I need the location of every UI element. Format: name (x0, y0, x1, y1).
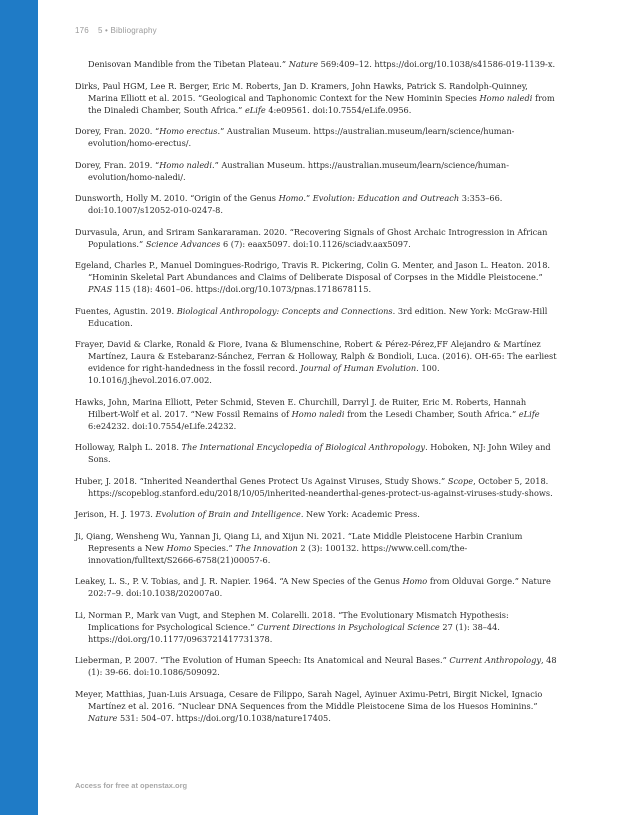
entry-text: 27 (1): 38–44. https://doi.org/10.1177/0963721417731378. (88, 621, 500, 644)
bibliography-list (75, 58, 558, 733)
bibliography-entry (75, 609, 558, 645)
bibliography-entry (75, 688, 558, 724)
entry-italic-text: Homo (278, 193, 304, 203)
entry-text: . New York: Academic Press. (300, 509, 420, 519)
entry-text: Holloway, Ralph L. 2018. (75, 442, 182, 452)
bibliography-entry (75, 192, 558, 216)
entry-text: Fuentes, Agustin. 2019. (75, 305, 177, 316)
entry-italic-text: Nature (288, 59, 319, 69)
bibliography-entry (75, 338, 558, 386)
entry-italic-text: Homo naledi (159, 159, 213, 170)
entry-text: , October 5, 2018. https://scopeblog.stanford.edu/2018/10/05/inherited-neanderthal-genes-protect-us-against-viruses-study-shows. (88, 475, 553, 498)
entry-text: 569:409–12. https://doi.org/10.1038/s41586-019-1139-x. (318, 59, 556, 69)
entry-text: Meyer, Matthias, Juan-Luis Arsuaga, Cesare de Filippo, Sarah Nagel, Ayinuer Aximu-Petri, Birgit Nickel, Ignacio Martínez et al. 2016. “Nuclear DNA Sequences from the Middle Pleistocene Sima de los Huesos Hominins.” (75, 688, 543, 711)
entry-italic-text: The Innovation (235, 542, 298, 553)
entry-text: Dunsworth, Holly M. 2010. “Origin of the Genus (75, 193, 279, 203)
bibliography-entry (75, 508, 558, 520)
page-number: 176 (75, 26, 89, 35)
page-header (75, 26, 157, 35)
entry-text: .” (303, 193, 313, 203)
entry-italic-text: PNAS (88, 284, 113, 294)
bibliography-entry (75, 530, 558, 566)
entry-text: . Hoboken, NJ: John Wiley and Sons. (88, 442, 551, 464)
entry-italic-text: Evolution: Education and Outreach (312, 193, 460, 203)
entry-text: from the Lesedi Chamber, South Africa.” (344, 408, 519, 419)
entry-text: Hawks, John, Marina Elliott, Peter Schmid, Steven E. Churchill, Darryl J. de Ruiter, Eric M. Roberts, Hannah Hilbert-Wolf et al. 2017. “New Fossil Remains of (75, 396, 527, 419)
entry-text: Ji, Qiang, Wensheng Wu, Yannan Ji, Qiang Li, and Xijun Ni. 2021. “Late Middle Pleistocene Harbin Cranium Represents a New (75, 530, 523, 553)
bibliography-entry (75, 125, 558, 149)
entry-text: 6 (7): eaax5097. doi:10.1126/sciadv.aax5097. (220, 238, 411, 249)
entry-text: from Olduvai Gorge.” Nature 202:7–9. doi:10.1038/202007a0. (88, 576, 551, 598)
entry-text: Denisovan Mandible from the Tibetan Plateau.” (88, 59, 289, 69)
bibliography-entry (75, 80, 558, 116)
entry-italic-text: Homo naledi (291, 408, 345, 419)
bibliography-entry (75, 226, 558, 250)
entry-italic-text: Homo naledi (479, 92, 533, 103)
entry-text: Egeland, Charles P., Manuel Domingues-Rodrigo, Travis R. Pickering, Colin G. Menter, and Jason L. Heaton. 2018. “Hominin Skeletal Part Abundances and Claims of Deliberate Disposal of Corpses in the Middle Pleistocene.” (75, 260, 551, 282)
entry-text: Li, Norman P., Mark van Vugt, and Stephen M. Colarelli. 2018. “The Evolutionary Mismatch Hypothesis: Implications for Psychological Science.” (75, 609, 509, 632)
entry-italic-text: Scope (447, 475, 474, 486)
entry-text: 2 (3): 100132. https://www.cell.com/the-innovation/fulltext/S2666-6758(21)00057-6. (88, 542, 468, 565)
entry-text: .” Australian Museum. https://australian.museum/learn/science/human-evolution/homo-naledi/. (88, 159, 509, 182)
entry-italic-text: Homo (166, 542, 192, 553)
entry-text: Huber, J. 2018. “Inherited Neanderthal Genes Protect Us Against Viruses, Study Shows.” (75, 475, 448, 486)
entry-text: Durvasula, Arun, and Sriram Sankararaman. 2020. “Recovering Signals of Ghost Archaic Introgression in African Populations.” (75, 226, 548, 249)
entry-text: , 48 (1): 39-66. doi:10.1086/509092. (88, 655, 557, 677)
entry-text: 6:e24232. doi:10.7554/eLife.24232. (88, 420, 237, 431)
chapter-title: 5 • Bibliography (97, 26, 157, 35)
entry-text: Leakey, L. S., P. V. Tobias, and J. R. Napier. 1964. “A New Species of the Genus (75, 576, 403, 586)
bibliography-entry (75, 159, 558, 183)
bibliography-entry (75, 259, 558, 295)
entry-text: .” Australian Museum. https://australian.museum/learn/science/human-evolution/homo-erectus/. (88, 126, 515, 148)
entry-italic-text: Science Advances (145, 238, 221, 249)
entry-text: . 3rd edition. New York: McGraw-Hill Education. (88, 305, 548, 328)
bibliography-entry (75, 305, 558, 329)
entry-italic-text: The International Encyclopedia of Biological Anthropology (181, 442, 426, 452)
entry-text: Jerison, H. J. 1973. (75, 509, 156, 519)
entry-italic-text: Current Anthropology (449, 655, 541, 665)
sidebar-color-band (0, 0, 38, 815)
bibliography-entry (75, 396, 558, 432)
entry-text: Dorey, Fran. 2020. “ (75, 126, 160, 136)
entry-italic-text: eLife (518, 408, 540, 419)
entry-text: from the Dinaledi Chamber, South Africa.” (88, 92, 555, 115)
bibliography-entry (75, 575, 558, 599)
entry-text: . 100. 10.1016/j.jhevol.2016.07.002. (88, 363, 440, 385)
entry-text: Dorey, Fran. 2019. “ (75, 159, 160, 170)
entry-text: Dirks, Paul HGM, Lee R. Berger, Eric M. Roberts, Jan D. Kramers, John Hawks, Patrick S. Randolph-Quinney, Marina Elliott et al. 2015. “Geological and Taphonomic Context for the New Hominin Species (75, 80, 528, 103)
bibliography-entry (75, 654, 558, 678)
entry-italic-text: Homo erectus (159, 126, 218, 136)
entry-italic-text: Nature (88, 712, 118, 723)
entry-italic-text: Homo (402, 576, 428, 586)
entry-text: 3:353–66. doi:10.1007/s12052-010-0247-8. (88, 193, 503, 215)
footer-link[interactable]: Access for free at openstax.org (75, 781, 188, 790)
bibliography-entry (75, 58, 558, 70)
entry-text: Lieberman, P. 2007. “The Evolution of Human Speech: Its Anatomical and Neural Bases.” (75, 655, 450, 665)
entry-italic-text: Biological Anthropology: Concepts and Connections (176, 305, 393, 316)
entry-text: Frayer, David & Clarke, Ronald & Fiore, Ivana & Blumenschine, Robert & Pérez-Pérez,FF Alejandro & Martínez Martínez, Laura & Estebaranz-Sánchez, Ferran & Holloway, Ralph & Bondioli, Luca. (2016). OH-65: The earliest evidence for right-handedness in the fossil record. (75, 339, 557, 373)
entry-text: 115 (18): 4601–06. https://doi.org/10.1073/pnas.1718678115. (112, 284, 372, 294)
bibliography-entry (75, 475, 558, 499)
entry-italic-text: Current Directions in Psychological Science (257, 621, 440, 632)
bibliography-entry (75, 441, 558, 465)
entry-italic-text: Evolution of Brain and Intelligence (155, 509, 301, 519)
entry-text: 531: 504–07. https://doi.org/10.1038/nature17405. (117, 712, 331, 723)
entry-text: 4:e09561. doi:10.7554/eLife.0956. (265, 104, 412, 115)
entry-text: Species.” (191, 542, 236, 553)
entry-italic-text: eLife (244, 104, 266, 115)
entry-italic-text: Journal of Human Evolution (300, 363, 417, 373)
